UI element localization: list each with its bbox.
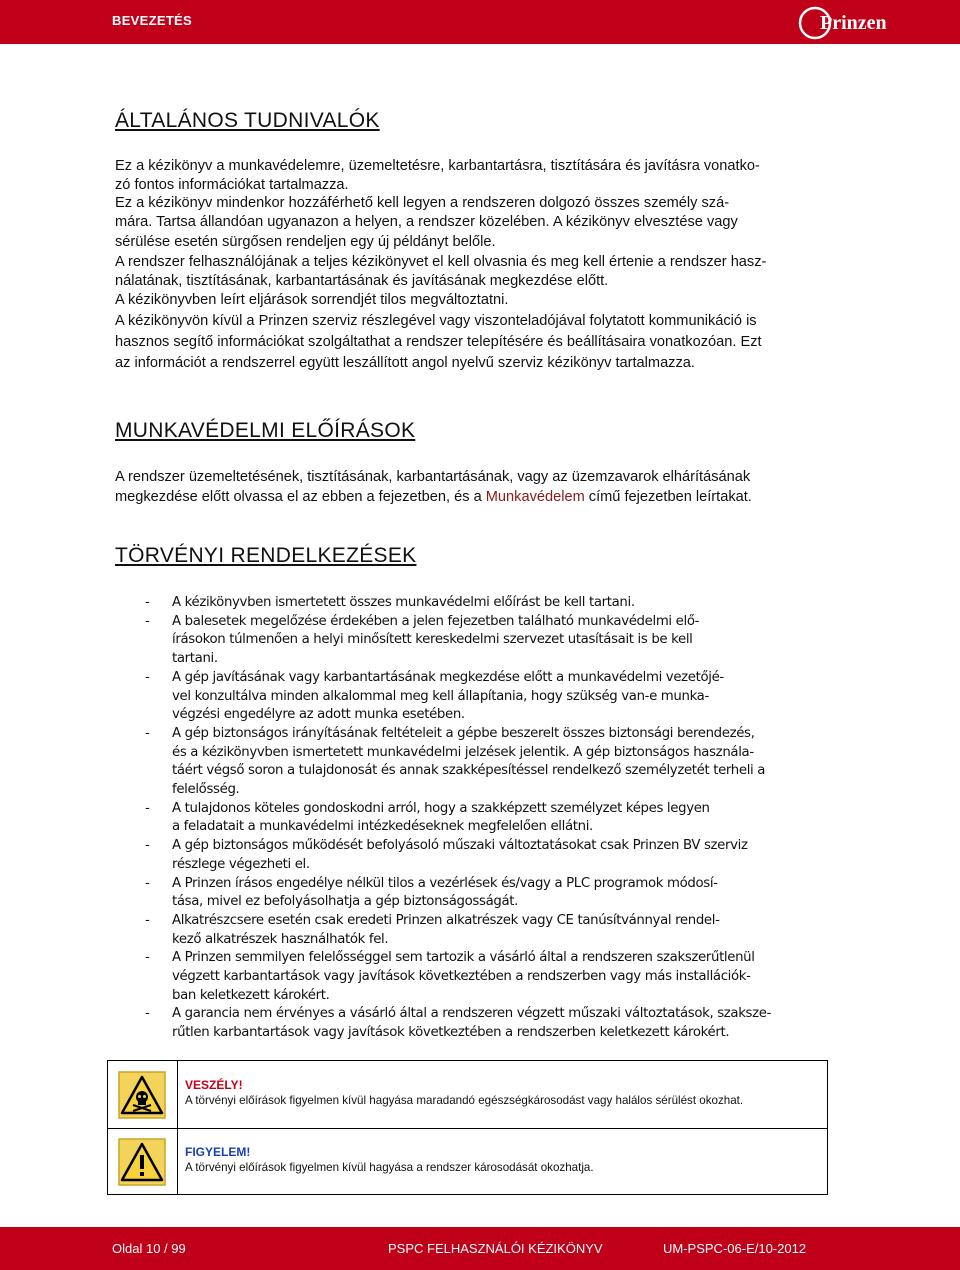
list-item: - A garancia nem érvényes a vásárló által a rendszeren végzett műszaki változtatások, szaksze- rűtlen karbantartások vagy javítások következtében a rendszerben keletkezett károkért. bbox=[145, 1005, 850, 1042]
munkavedelem-link[interactable]: Munkavédelem bbox=[485, 489, 585, 505]
list-item: - A gép biztonságos működését befolyásoló műszaki változtatásokat csak Prinzen BV szerviz részlege végezheti el. bbox=[145, 837, 850, 874]
prinzen-logo bbox=[795, 2, 905, 42]
danger-row bbox=[108, 1061, 827, 1129]
general-line-3: Ez a kézikönyv mindenkor hozzáférhető kell legyen a rendszeren dolgozó összes személy szá- bbox=[115, 195, 730, 211]
list-item: - A Prinzen semmilyen felelősséggel sem tartozik a vásárló által a rendszeren szakszerűtlenül végzett karbantartások vagy javítások következtében a rendszerben vagy más installációk- ban keletkezett károkért. bbox=[145, 949, 850, 1005]
exclamation-warning-icon bbox=[118, 1138, 166, 1186]
general-line-1: Ez a kézikönyv a munkavédelemre, üzemeltetésre, karbantartásra, tisztítására és javításra vonatko- bbox=[115, 158, 760, 174]
doc-title: PSPC FELHASZNÁLÓI KÉZIKÖNYV bbox=[388, 1241, 603, 1256]
skull-hazard-icon bbox=[118, 1071, 166, 1119]
caution-title: FIGYELEM! bbox=[185, 1145, 251, 1159]
general-line-10: hasznos segítő információkat szolgáltathat a rendszer telepítésére és beállításaira vonatkozóan. Ezt bbox=[115, 334, 762, 350]
general-line-8: A kézikönyvben leírt eljárások sorrendjét tilos megváltoztatni. bbox=[115, 292, 509, 308]
list-item: - A Prinzen írásos engedélye nélkül tilos a vezérlések és/vagy a PLC programok módosí- tása, mivel ez befolyásolhatja a gép biztonságosságát. bbox=[145, 875, 850, 912]
caution-row bbox=[108, 1128, 827, 1195]
safety-line-2 bbox=[115, 487, 843, 507]
doc-code: UM-PSPC-06-E/10-2012 bbox=[663, 1241, 807, 1256]
safety-line-2-text: megkezdése előtt olvassa el az ebben a fejezetben, és a bbox=[115, 489, 486, 505]
page-number: Oldal 10 / 99 bbox=[112, 1241, 186, 1256]
list-item: - Alkatrészcsere esetén csak eredeti Prinzen alkatrészek vagy CE tanúsítvánnyal rendel- kező alkatrészek használhatók fel. bbox=[145, 912, 850, 949]
general-line-4: mára. Tartsa állandóan ugyanazon a helyen, a rendszer közelében. A kézikönyv elvesztése vagy bbox=[115, 214, 738, 230]
list-item: - A kézikönyvben ismertetett összes munkavédelmi előírást be kell tartani. bbox=[145, 594, 850, 613]
heading-legal: TÖRVÉNYI RENDELKEZÉSEK bbox=[115, 544, 417, 567]
caution-text: A törvényi előírások figyelmen kívül hagyása a rendszer károsodását okozhatja. bbox=[185, 1161, 594, 1174]
safety-paragraph bbox=[115, 467, 843, 507]
list-item: - A tulajdonos köteles gondoskodni arról, hogy a szakképzett személyzet képes legyen a feladatait a munkavédelmi intézkedéseknek megfelelően ellátni. bbox=[145, 800, 850, 837]
danger-title: VESZÉLY! bbox=[185, 1078, 243, 1092]
general-line-5: sérülése esetén sürgősen rendeljen egy új példányt belőle. bbox=[115, 234, 496, 250]
logo-text: Prinzen bbox=[820, 12, 887, 34]
danger-text: A törvényi előírások figyelmen kívül hagyása maradandó egészségkárosodást vagy halálos sérülést okozhat. bbox=[185, 1094, 744, 1107]
list-item: - A balesetek megelőzése érdekében a jelen fejezetben található munkavédelmi elő- írásokon túlmenően a helyi minősített kereskedelmi szervezet utasításait is be kell tartani. bbox=[145, 613, 850, 669]
general-paragraph bbox=[115, 157, 843, 374]
warning-table bbox=[107, 1060, 828, 1195]
safety-line-2-end: című fejezetben leírtakat. bbox=[584, 489, 752, 505]
general-line-7: nálatának, tisztításának, karbantartásának és javításának megkezdése előtt. bbox=[115, 273, 609, 289]
heading-safety: MUNKAVÉDELMI ELŐÍRÁSOK bbox=[115, 419, 416, 442]
header-bar bbox=[0, 0, 960, 44]
heading-general: ÁLTALÁNOS TUDNIVALÓK bbox=[115, 109, 380, 132]
safety-line-1: A rendszer üzemeltetésének, tisztításának, karbantartásának, vagy az üzemzavarok elhárításának bbox=[115, 469, 751, 485]
general-line-11: az információt a rendszerrel együtt leszállított angol nyelvű szerviz kézikönyv tartalmazza. bbox=[115, 355, 695, 371]
list-item: - A gép biztonságos irányításának feltételeit a gépbe beszerelt összes biztonsági berendezés, és a kézikönyvben ismertetett munkavédelmi jelzések jelentik. A gép biztonságos használa- táért végső soron a tulajdonosát és annak szakképesítéssel rendelkező személyzetét terheli a felelősség. bbox=[145, 725, 850, 800]
general-line-6: A rendszer felhasználójának a teljes kézikönyvet el kell olvasnia és meg kell értenie a rendszer hasz- bbox=[115, 254, 767, 270]
section-label: BEVEZETÉS bbox=[112, 13, 192, 28]
footer-bar bbox=[0, 1227, 960, 1270]
general-line-2: zó fontos információkat tartalmazza. bbox=[115, 177, 349, 193]
list-item: - A gép javításának vagy karbantartásának megkezdése előtt a munkavédelmi vezetőjé- vel konzultálva minden alkalommal meg kell állapítania, hogy szükség van-e munka- végzési engedélyre az adott munka esetében. bbox=[145, 669, 850, 725]
legal-list bbox=[145, 594, 850, 1043]
general-line-9: A kézikönyvön kívül a Prinzen szerviz részlegével vagy viszonteladójával folytatott kommunikáció is bbox=[115, 313, 757, 329]
